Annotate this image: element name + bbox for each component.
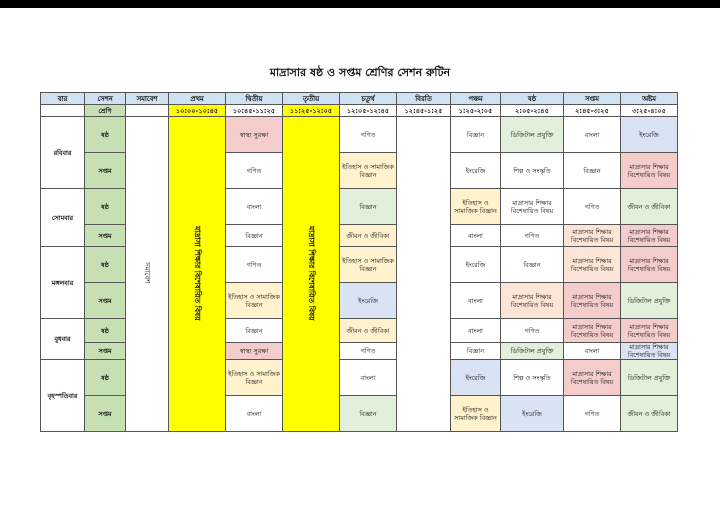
cell-tue7-p6: মাদ্রাসার শিক্ষার বিশেষায়িত বিষয়: [501, 283, 564, 319]
cell-sun6-p2: স্বাস্থ্য সুরক্ষা: [226, 117, 283, 153]
cell-sun6-p7: বাংলা: [564, 117, 621, 153]
cell-tue7-p4: ইংরেজি: [340, 283, 397, 319]
header-period-6: ষষ্ঠ: [501, 93, 564, 105]
header-period-8: অষ্টম: [621, 93, 678, 105]
cell-sun6-p4: গণিত: [340, 117, 397, 153]
cell-mon6-p6: মাদ্রাসার শিক্ষার বিশেষায়িত বিষয়: [501, 189, 564, 225]
assembly-text: সমাবেশ: [143, 262, 151, 284]
cell-mon6-p4: বিজ্ঞান: [340, 189, 397, 225]
time-period-3: ১১:২৫-১২:০৫: [283, 105, 340, 117]
grade-six: ষষ্ঠ: [85, 247, 126, 283]
cell-tue6-p7: মাদ্রাসার শিক্ষার বিশেষায়িত বিষয়: [564, 247, 621, 283]
cell-wed7-p6: ডিজিটাল প্রযুক্তি: [501, 343, 564, 360]
grade-seven: সপ্তম: [85, 343, 126, 360]
cell-mon7-p4: জীবন ও জীবিকা: [340, 225, 397, 247]
top-border: [0, 0, 720, 8]
grade-seven: সপ্তম: [85, 225, 126, 247]
cell-tue7-p7: মাদ্রাসার শিক্ষার বিশেষায়িত বিষয়: [564, 283, 621, 319]
grade-label: শ্রেণি: [85, 105, 126, 117]
header-period-3: তৃতীয়: [283, 93, 340, 105]
cell-sun7-p4: ইতিহাস ও সামাজিক বিজ্ঞান: [340, 153, 397, 189]
routine-table: [40, 92, 678, 432]
header-day: বার: [41, 93, 85, 105]
cell-wed7-p2: স্বাস্থ্য সুরক্ষা: [226, 343, 283, 360]
cell-wed6-p5: বাংলা: [451, 319, 501, 343]
cell-wed6-p2: বিজ্ঞান: [226, 319, 283, 343]
day-thursday: বৃহস্পতিবার: [41, 360, 85, 432]
grade-seven: সপ্তম: [85, 153, 126, 189]
header-period-1: প্রথম: [169, 93, 226, 105]
cell-mon6-p5: ইতিহাস ও সামাজিক বিজ্ঞান: [451, 189, 501, 225]
time-period-5: ১:২৫-২:০৫: [451, 105, 501, 117]
grade-six: ষষ্ঠ: [85, 117, 126, 153]
grade-six: ষষ্ঠ: [85, 189, 126, 225]
cell-thu7-p2: বাংলা: [226, 396, 283, 432]
cell-sun7-p6: শিল্প ও সংস্কৃতি: [501, 153, 564, 189]
merged-period-3: [283, 117, 340, 432]
row-sunday-six: [41, 117, 678, 153]
cell-tue6-p5: ইংরেজি: [451, 247, 501, 283]
day-wednesday: বুধবার: [41, 319, 85, 360]
cell-wed6-p7: মাদ্রাসার শিক্ষার বিশেষায়িত বিষয়: [564, 319, 621, 343]
merged-period-3-text: মাদ্রাসা শিক্ষার বিশেষায়িত বিষয়: [307, 225, 316, 321]
time-period-7: ২:৪৫-৩:২৫: [564, 105, 621, 117]
merged-period-1: [169, 117, 226, 432]
page-title: মাদ্রাসার ষষ্ঠ ও সপ্তম শ্রেণির সেশন রুটিন: [269, 66, 451, 79]
time-period-4: ১২:০৫-১২:৪৫: [340, 105, 397, 117]
cell-sun7-p2: গণিত: [226, 153, 283, 189]
cell-tue6-p2: গণিত: [226, 247, 283, 283]
cell-sun6-p6: ডিজিটাল প্রযুক্তি: [501, 117, 564, 153]
header-period-4: চতুর্থ: [340, 93, 397, 105]
time-break: ১২:৪৫-১:২৫: [397, 105, 451, 117]
grade-seven: সপ্তম: [85, 396, 126, 432]
time-period-6: ২:০৫-২:৪৫: [501, 105, 564, 117]
cell-wed7-p4: গণিত: [340, 343, 397, 360]
cell-wed6-p6: গণিত: [501, 319, 564, 343]
grade-six: ষষ্ঠ: [85, 319, 126, 343]
cell-thu6-p8: ডিজিটাল প্রযুক্তি: [621, 360, 678, 396]
cell-tue6-p6: বিজ্ঞান: [501, 247, 564, 283]
cell-thu6-p6: শিল্প ও সংস্কৃতি: [501, 360, 564, 396]
header-row: [41, 93, 678, 105]
cell-mon6-p2: বাংলা: [226, 189, 283, 225]
grade-six: ষষ্ঠ: [85, 360, 126, 396]
cell-thu7-p8: জীবন ও জীবিকা: [621, 396, 678, 432]
cell-thu6-p5: ইংরেজি: [451, 360, 501, 396]
day-monday: সোমবার: [41, 189, 85, 247]
cell-tue7-p5: বাংলা: [451, 283, 501, 319]
grade-seven: সপ্তম: [85, 283, 126, 319]
cell-tue7-p8: ডিজিটাল প্রযুক্তি: [621, 283, 678, 319]
cell-tue6-p8: মাদ্রাসার শিক্ষার বিশেষায়িত বিষয়: [621, 247, 678, 283]
header-break: বিরতি: [397, 93, 451, 105]
header-session: সেশন: [85, 93, 126, 105]
cell-wed7-p5: বিজ্ঞান: [451, 343, 501, 360]
header-period-7: সপ্তম: [564, 93, 621, 105]
time-period-1: ১০:০০-১০:৪৫: [169, 105, 226, 117]
cell-sun7-p8: মাদ্রাসার শিক্ষার বিশেষায়িত বিষয়: [621, 153, 678, 189]
day-tuesday: মঙ্গলবার: [41, 247, 85, 319]
cell-thu7-p5: ইতিহাস ও সামাজিক বিজ্ঞান: [451, 396, 501, 432]
cell-mon6-p8: জীবন ও জীবিকা: [621, 189, 678, 225]
cell-thu7-p6: ইংরেজি: [501, 396, 564, 432]
assembly-column: [126, 117, 169, 432]
cell-tue7-p2: ইতিহাস ও সামাজিক বিজ্ঞান: [226, 283, 283, 319]
cell-wed7-p8: মাদ্রাসার শিক্ষার বিশেষায়িত বিষয়: [621, 343, 678, 360]
header-period-5: পঞ্চম: [451, 93, 501, 105]
cell-thu7-p4: বিজ্ঞান: [340, 396, 397, 432]
time-period-8: ৩:২৫-৪:০৫: [621, 105, 678, 117]
cell-sun6-p8: ইংরেজি: [621, 117, 678, 153]
cell-mon7-p7: মাদ্রাসার শিক্ষার বিশেষায়িত বিষয়: [564, 225, 621, 247]
day-sunday: রবিবার: [41, 117, 85, 189]
cell-mon7-p2: বিজ্ঞান: [226, 225, 283, 247]
time-period-2: ১০:৪৫-১১:২৫: [226, 105, 283, 117]
cell-thu7-p7: গণিত: [564, 396, 621, 432]
cell-mon7-p8: মাদ্রাসার শিক্ষার বিশেষায়িত বিষয়: [621, 225, 678, 247]
cell-tue6-p4: ইতিহাস ও সামাজিক বিজ্ঞান: [340, 247, 397, 283]
cell-mon6-p7: গণিত: [564, 189, 621, 225]
cell-wed7-p7: বাংলা: [564, 343, 621, 360]
cell-wed6-p8: মাদ্রাসার শিক্ষার বিশেষায়িত বিষয়: [621, 319, 678, 343]
header-assembly: সমাবেশ: [126, 93, 169, 105]
time-assembly-blank: [126, 105, 169, 117]
cell-thu6-p2: ইতিহাস ও সামাজিক বিজ্ঞান: [226, 360, 283, 396]
cell-wed6-p4: জীবন ও জীবিকা: [340, 319, 397, 343]
cell-thu6-p4: বাংলা: [340, 360, 397, 396]
header-period-2: দ্বিতীয়: [226, 93, 283, 105]
cell-sun7-p7: বিজ্ঞান: [564, 153, 621, 189]
time-row: [41, 105, 678, 117]
break-column: [397, 117, 451, 432]
cell-sun7-p5: ইংরেজি: [451, 153, 501, 189]
cell-mon7-p5: বাংলা: [451, 225, 501, 247]
merged-period-1-text: মাদ্রাসা শিক্ষার বিশেষায়িত বিষয়: [193, 225, 202, 321]
cell-sun6-p5: বিজ্ঞান: [451, 117, 501, 153]
cell-mon7-p6: গণিত: [501, 225, 564, 247]
time-day-blank: [41, 105, 85, 117]
cell-thu6-p7: মাদ্রাসার শিক্ষার বিশেষায়িত বিষয়: [564, 360, 621, 396]
